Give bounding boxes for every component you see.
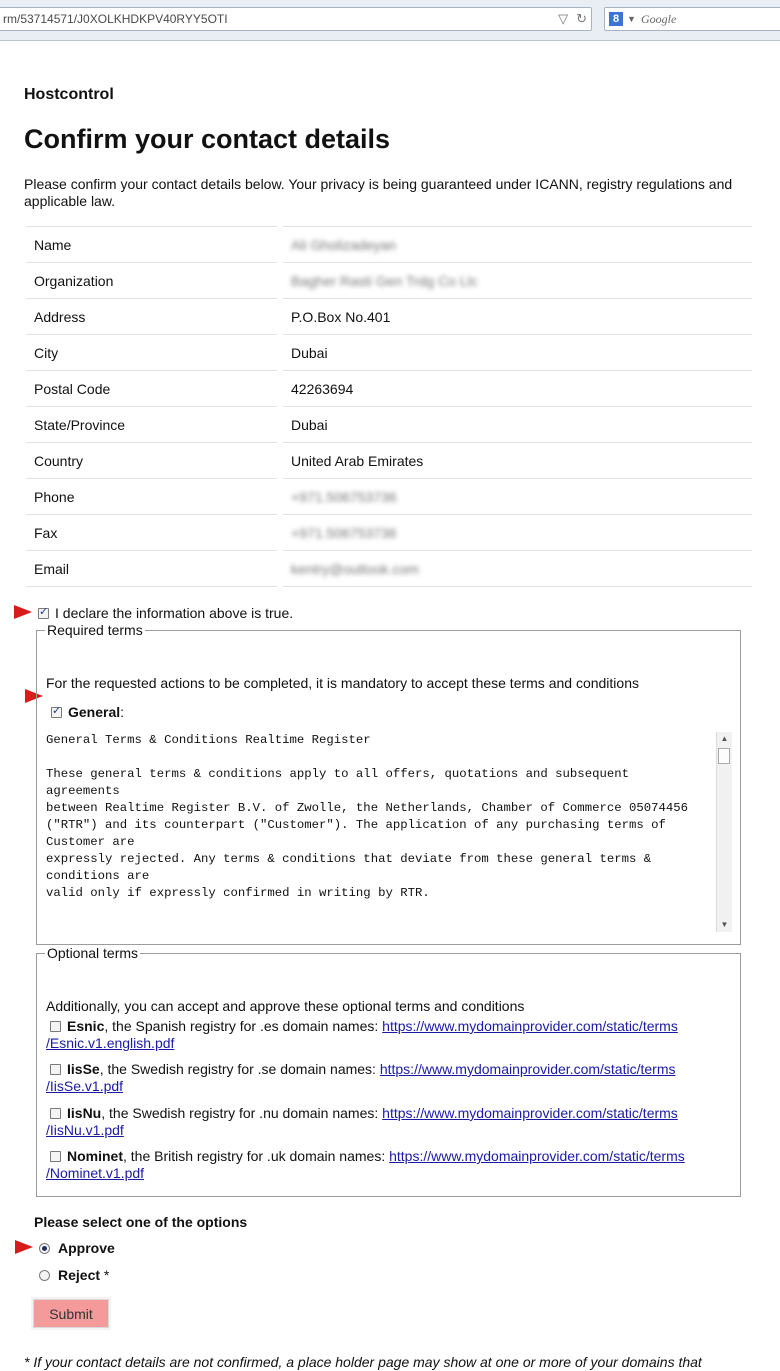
contact-row [26,227,752,263]
registry-description: , the British registry for .uk domain names: [123,1148,390,1164]
required-terms-legend: Required terms [47,622,143,638]
contact-value-text: United Arab Emirates [291,452,424,469]
declare-checkbox[interactable] [38,608,49,619]
registry-name: Esnic [67,1018,105,1034]
contact-value-text: Dubai [291,416,328,433]
contact-value-text: +971.506753736 [291,524,397,541]
browser-toolbar [0,0,780,41]
terms-textarea[interactable] [46,732,732,932]
optional-term-item [46,1018,726,1052]
contact-label: Email [26,551,280,587]
contact-details-table [26,226,752,587]
required-terms-box [36,622,741,945]
contact-value [280,515,752,551]
approve-radio[interactable] [39,1243,50,1254]
optional-term-item [46,1061,726,1095]
contact-value [280,335,752,371]
terms-text: General Terms & Conditions Realtime Register These general terms & conditions apply to all offers, quotations and subsequent agreements between Realtime Register B.V. of Zwolle, the Netherlands, Chamber of Commerce 05074456 ("RTR") and its counterpart ("Customer"). The application of any purchasing terms of Customer are expressly rejected. Any terms & conditions that deviate from these general terms & conditions are valid only if expressly confirmed in writing by RTR. [46,733,689,900]
address-bar[interactable] [0,7,592,31]
optional-term-checkbox[interactable] [50,1021,61,1032]
contact-value [280,227,752,263]
contact-row [26,299,752,335]
contact-row [26,515,752,551]
contact-label: Name [26,227,280,263]
url-text: rm/53714571/J0XOLKHDKPV40RYY5OTI [3,12,228,26]
contact-value-text: Dubai [291,344,328,361]
reload-icon[interactable]: ↻ [576,11,587,26]
contact-value [280,443,752,479]
search-placeholder: Google [641,12,677,26]
contact-value [280,551,752,587]
optional-terms-legend: Optional terms [47,945,139,961]
reject-option[interactable] [39,1267,109,1283]
caret-down-icon[interactable]: ▼ [627,14,636,24]
search-box[interactable] [604,7,780,31]
contact-value-text: kentry@outlook.com [291,560,419,577]
registry-description: , the Swedish registry for .nu domain names: [101,1105,383,1121]
contact-row [26,479,752,515]
options-title: Please select one of the options [34,1214,248,1230]
optional-term-checkbox[interactable] [50,1151,61,1162]
intro-text: Please confirm your contact details below. Your privacy is being guaranteed under ICANN, registry regulations and applicable law. [24,176,733,209]
contact-value-text: Ali Gholizadeyan [291,236,397,253]
contact-value [280,263,752,299]
general-terms-label: General [68,704,121,720]
brand-name: Hostcontrol [24,86,114,103]
terms-pdf-link[interactable]: https://www.mydomainprovider.com/static/terms /IisSe.v1.pdf [46,1061,676,1094]
registry-name: IisSe [67,1061,100,1077]
terms-pdf-link[interactable]: https://www.mydomainprovider.com/static/terms /Esnic.v1.english.pdf [46,1018,678,1051]
contact-value [280,299,752,335]
contact-row [26,407,752,443]
approve-label: Approve [58,1240,115,1256]
optional-term-checkbox[interactable] [50,1064,61,1075]
contact-label: Address [26,299,280,335]
registry-name: Nominet [67,1148,123,1164]
contact-label: Organization [26,263,280,299]
registry-name: IisNu [67,1105,102,1121]
terms-pdf-link[interactable]: https://www.mydomainprovider.com/static/terms /IisNu.v1.pdf [46,1105,678,1138]
page-title: Confirm your contact details [24,124,391,154]
reject-radio[interactable] [39,1270,50,1281]
optional-terms-box [36,945,741,1197]
submit-button[interactable]: Submit [33,1299,109,1328]
declare-checkbox-row[interactable] [38,605,293,621]
dropdown-triangle-icon[interactable]: ▽ [558,11,569,26]
declare-label: I declare the information above is true. [55,605,294,621]
scroll-thumb[interactable] [718,748,730,764]
required-marker: * [100,1267,110,1283]
registry-description: , the Swedish registry for .se domain names: [99,1061,380,1077]
general-terms-row[interactable] [51,704,124,720]
optional-term-item [46,1105,726,1139]
scroll-up-icon[interactable]: ▲ [720,734,729,743]
contact-row [26,551,752,587]
contact-row [26,371,752,407]
contact-value [280,479,752,515]
google-engine-icon[interactable]: 8 [609,12,623,26]
reject-label: Reject [58,1267,101,1283]
contact-value-text: P.O.Box No.401 [291,308,391,325]
required-terms-intro: For the requested actions to be completed, it is mandatory to accept these terms and conditions [46,675,639,691]
contact-label: State/Province [26,407,280,443]
contact-value [280,407,752,443]
contact-label: Postal Code [26,371,280,407]
optional-terms-intro: Additionally, you can accept and approve these optional terms and conditions [46,998,525,1014]
contact-row [26,443,752,479]
contact-value-text: Bagher Rasti Gen Trdg Co Llc [291,272,478,289]
approve-option[interactable] [39,1240,115,1256]
contact-value-text: +971.506753736 [291,488,397,505]
contact-value-text: 42263694 [291,380,354,397]
optional-term-item [46,1148,726,1182]
contact-label: Fax [26,515,280,551]
general-terms-checkbox[interactable] [51,707,62,718]
terms-pdf-link[interactable]: https://www.mydomainprovider.com/static/terms /Nominet.v1.pdf [46,1148,685,1181]
scroll-down-icon[interactable]: ▼ [720,920,729,929]
general-terms-colon: : [120,704,125,720]
terms-scrollbar[interactable] [716,732,732,932]
contact-label: City [26,335,280,371]
contact-label: Phone [26,479,280,515]
registry-description: , the Spanish registry for .es domain names: [104,1018,383,1034]
contact-value [280,371,752,407]
contact-row [26,335,752,371]
contact-label: Country [26,443,280,479]
optional-term-checkbox[interactable] [50,1108,61,1119]
contact-row [26,263,752,299]
footnote: * If your contact details are not confirmed, a place holder page may show at one or more of your domains that [24,1354,702,1370]
